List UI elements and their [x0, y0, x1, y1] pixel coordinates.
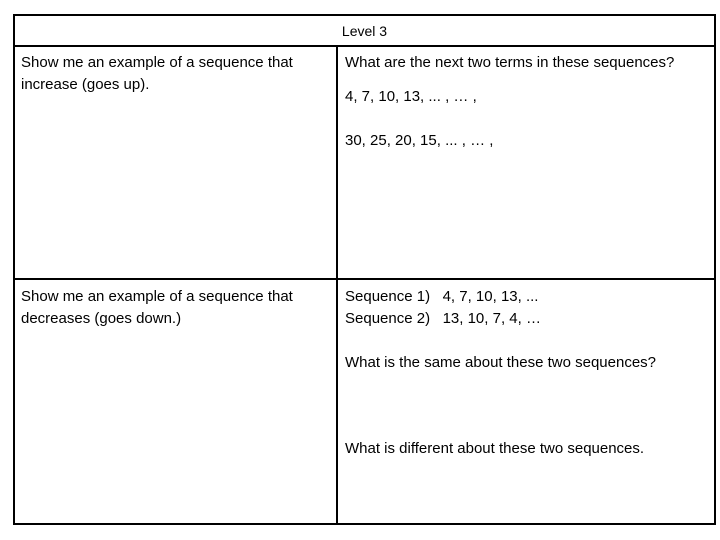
compare-sequence-1: Sequence 1) 4, 7, 10, 13, ...: [345, 288, 539, 305]
column-divider: [336, 47, 338, 525]
sequence-2-text: 30, 25, 20, 15, ... , … ,: [345, 132, 494, 149]
increasing-prompt-text: Show me an example of a sequence that increase (goes up).: [21, 54, 293, 93]
cell-next-terms: [345, 52, 715, 152]
cell-increasing-prompt: [21, 52, 333, 96]
worksheet-table: [13, 14, 716, 525]
same-question: What is the same about these two sequences?: [345, 354, 657, 371]
compare-sequence-2: Sequence 2) 13, 10, 7, 4, …: [345, 310, 541, 327]
row-divider: [15, 278, 714, 280]
different-question: What is different about these two sequences.: [345, 440, 645, 457]
next-terms-question: What are the next two terms in these sequences?: [345, 54, 675, 71]
cell-decreasing-prompt: [21, 286, 333, 330]
sequence-1-text: 4, 7, 10, 13, ... , … ,: [345, 88, 477, 105]
decreasing-prompt-text: Show me an example of a sequence that decreases (goes down.): [21, 288, 293, 327]
cell-compare-sequences: [345, 286, 715, 460]
level-title: Level 3: [15, 16, 714, 47]
